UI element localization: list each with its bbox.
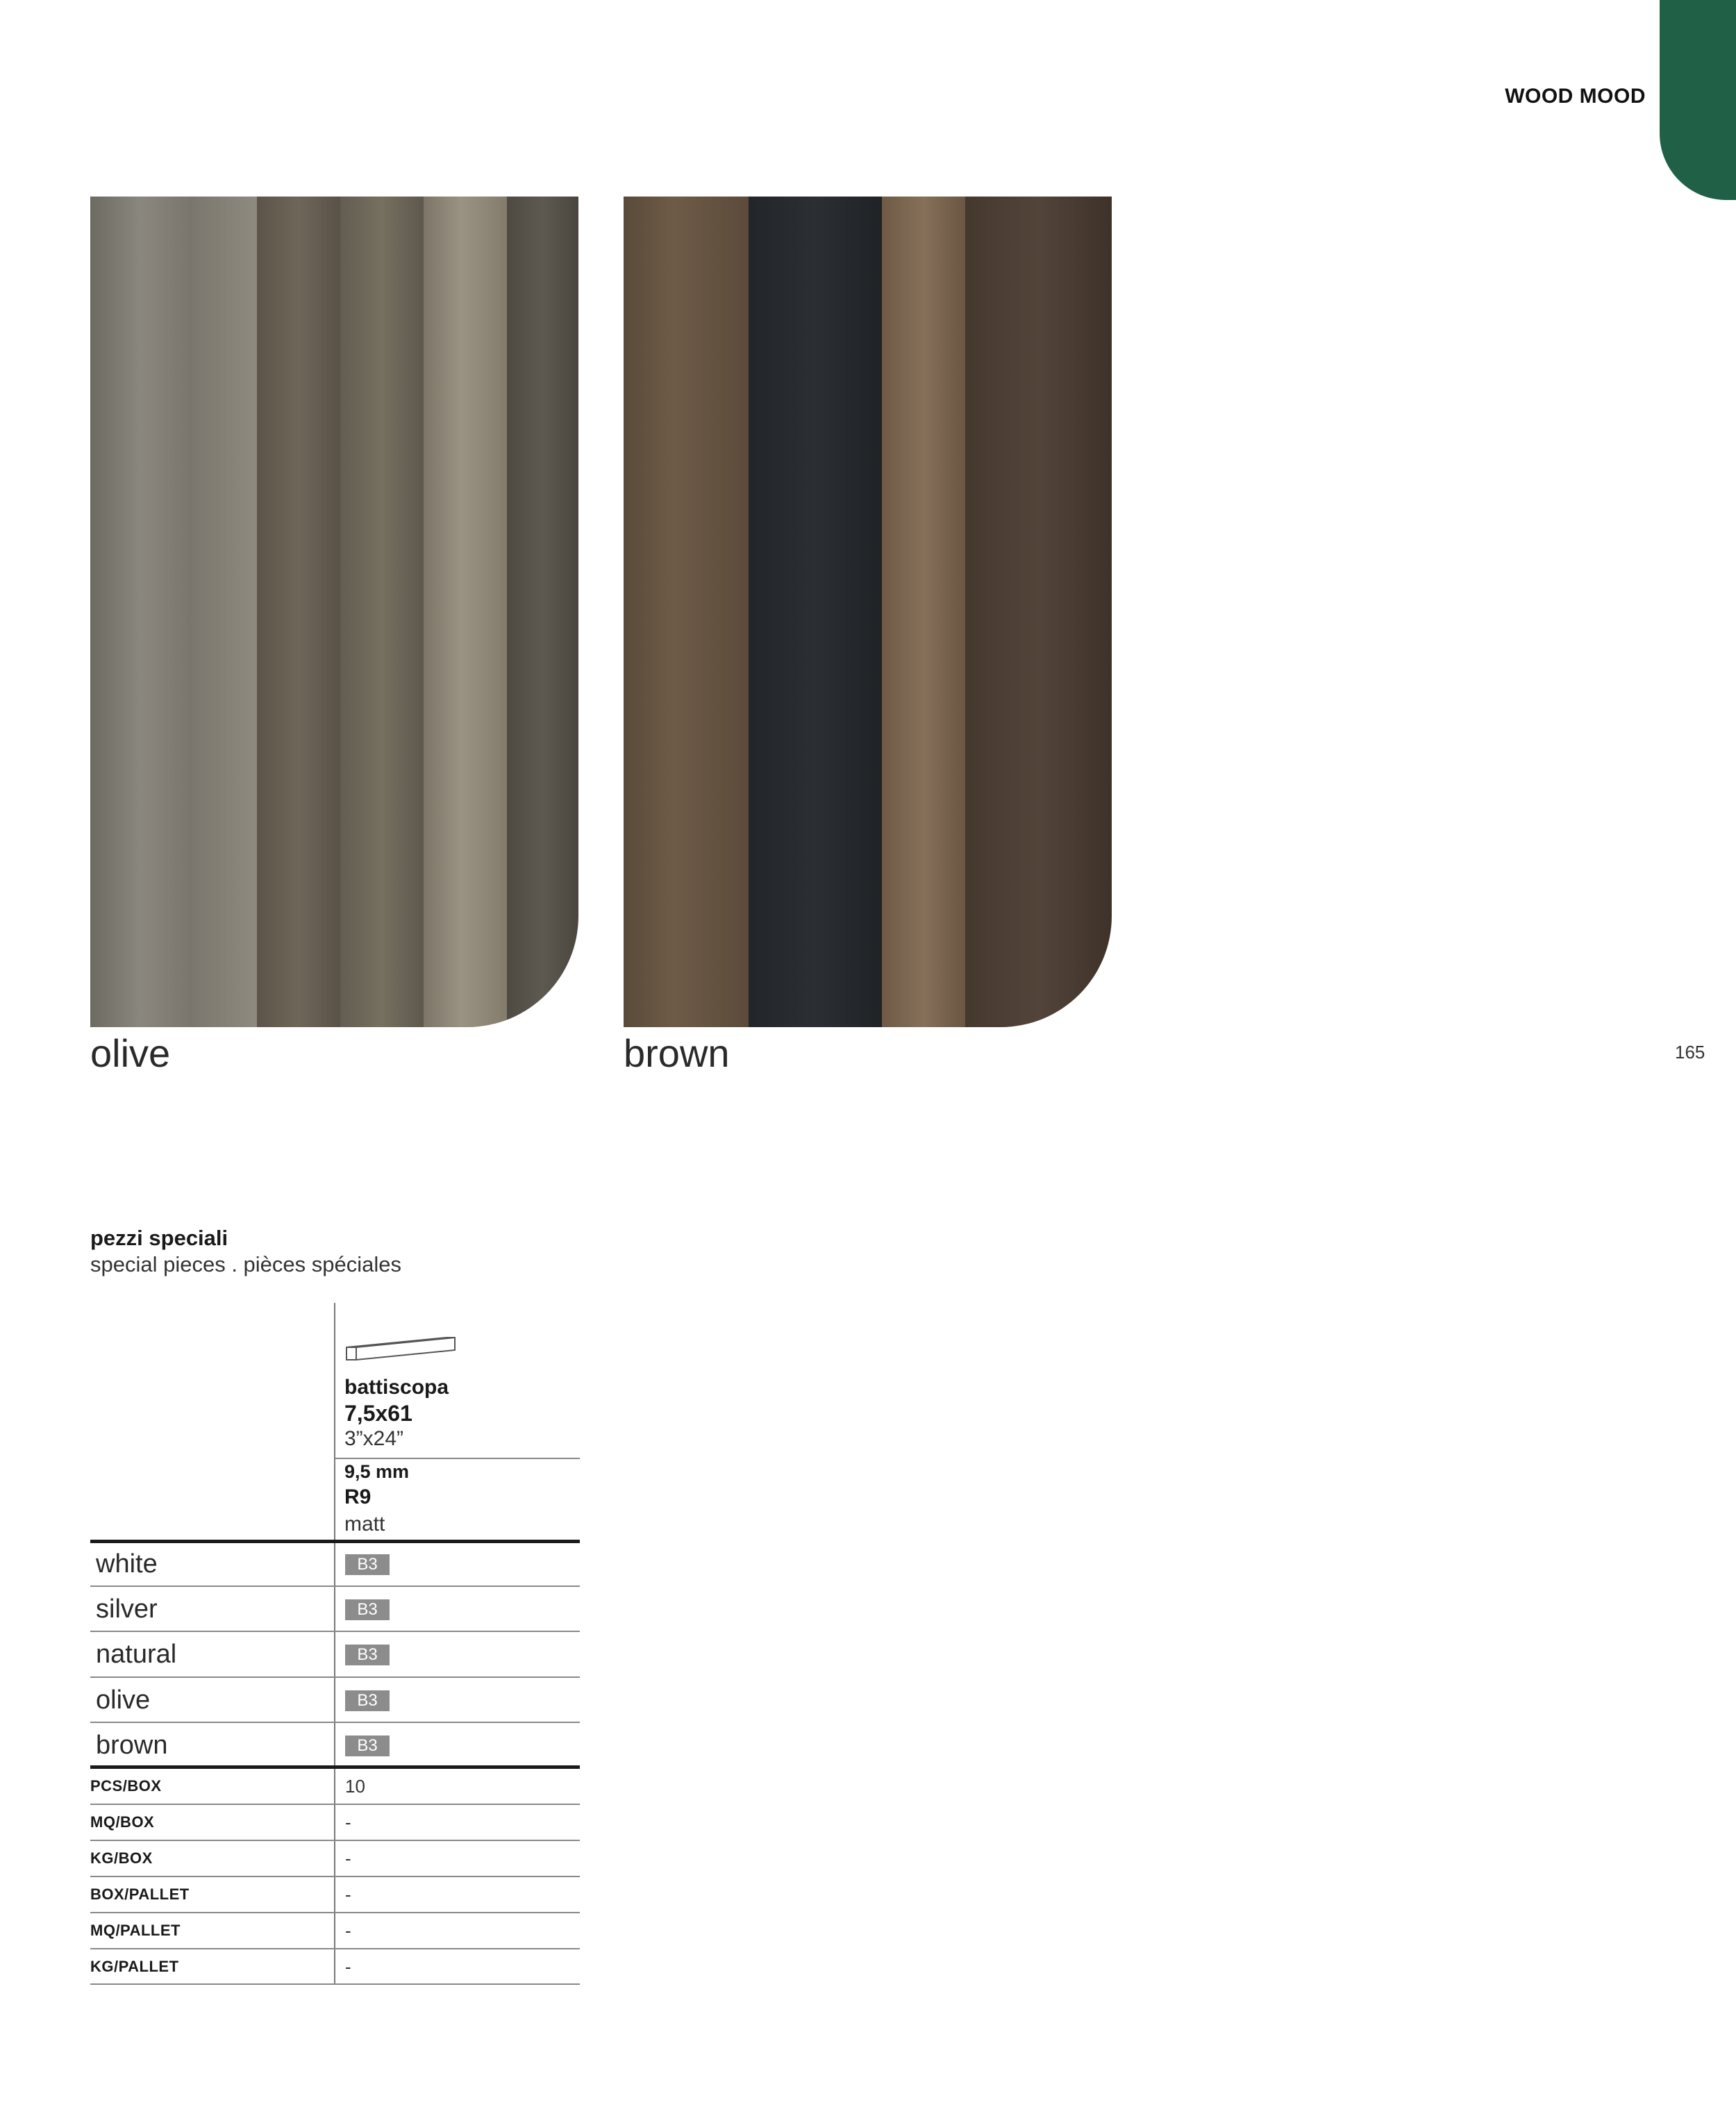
packaging-label: KG/PALLET bbox=[90, 1958, 179, 1975]
packaging-label: KG/BOX bbox=[90, 1849, 153, 1867]
color-row-label: olive bbox=[96, 1686, 151, 1715]
table-divider bbox=[90, 1840, 580, 1841]
code-badge: B3 bbox=[345, 1645, 390, 1665]
tile-label-brown: brown bbox=[624, 1031, 730, 1075]
code-badge: B3 bbox=[345, 1554, 390, 1575]
piece-name: battiscopa bbox=[344, 1376, 449, 1399]
table-divider bbox=[90, 1983, 580, 1985]
code-badge: B3 bbox=[345, 1599, 390, 1620]
piece-thickness: 9,5 mm bbox=[344, 1461, 410, 1482]
packaging-label: BOX/PALLET bbox=[90, 1886, 190, 1903]
table-divider bbox=[90, 1876, 580, 1877]
code-badge: B3 bbox=[345, 1736, 390, 1756]
color-row-label: silver bbox=[96, 1595, 158, 1624]
tile-image-brown bbox=[624, 197, 1112, 1027]
table-divider bbox=[90, 1765, 580, 1769]
code-badge: B3 bbox=[345, 1690, 390, 1711]
table-divider bbox=[90, 1631, 580, 1632]
piece-slip-rating: R9 bbox=[344, 1485, 372, 1508]
special-pieces-title: pezzi speciali bbox=[90, 1226, 228, 1250]
packaging-value: - bbox=[345, 1956, 351, 1977]
table-divider bbox=[90, 1676, 580, 1678]
section-title: WOOD MOOD bbox=[1505, 85, 1646, 108]
table-divider bbox=[335, 1458, 580, 1459]
packaging-label: PCS/BOX bbox=[90, 1777, 162, 1795]
packaging-value: - bbox=[345, 1848, 351, 1869]
table-divider bbox=[90, 1948, 580, 1949]
packaging-label: MQ/BOX bbox=[90, 1813, 155, 1831]
tile-label-olive: olive bbox=[90, 1031, 171, 1075]
special-pieces-heading bbox=[90, 1225, 401, 1278]
piece-size-inch: 3”x24” bbox=[344, 1427, 404, 1450]
piece-finish: matt bbox=[344, 1513, 385, 1535]
table-column-divider bbox=[334, 1303, 335, 1983]
packaging-value: - bbox=[345, 1920, 351, 1941]
table-divider bbox=[90, 1912, 580, 1913]
table-divider bbox=[90, 1540, 580, 1543]
color-row-label: brown bbox=[96, 1731, 168, 1760]
section-tab bbox=[1660, 0, 1736, 200]
special-pieces-subtitle: special pieces . pièces spéciales bbox=[90, 1252, 402, 1276]
skirting-board-icon bbox=[342, 1332, 460, 1367]
page-number: 165 bbox=[1675, 1042, 1705, 1063]
tile-image-olive bbox=[90, 197, 578, 1027]
piece-size: 7,5x61 bbox=[344, 1401, 412, 1426]
color-row-label: natural bbox=[96, 1640, 177, 1669]
packaging-value: - bbox=[345, 1884, 351, 1905]
table-divider bbox=[90, 1586, 580, 1587]
table-divider bbox=[90, 1722, 580, 1723]
packaging-label: MQ/PALLET bbox=[90, 1922, 181, 1939]
packaging-value: 10 bbox=[345, 1776, 365, 1797]
color-row-label: white bbox=[96, 1549, 158, 1579]
packaging-value: - bbox=[345, 1812, 351, 1833]
table-divider bbox=[90, 1804, 580, 1805]
